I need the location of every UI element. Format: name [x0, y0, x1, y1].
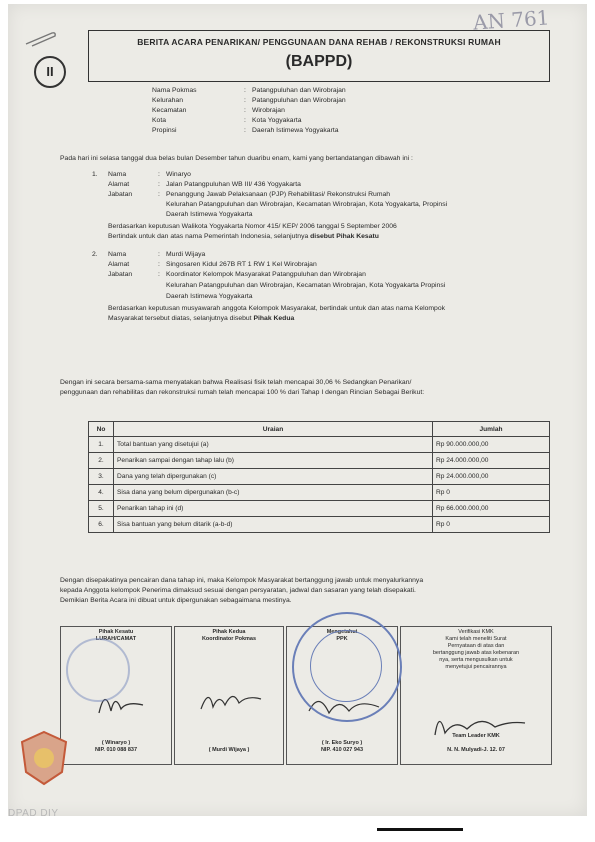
row-number: 1.: [89, 437, 114, 453]
position-line: Daerah Istimewa Yogyakarta: [166, 211, 253, 218]
party-two-name: Murdi Wijaya: [166, 251, 206, 258]
row-description: Sisa dana yang belum dipergunakan (b-c): [114, 485, 433, 501]
closing-line: Demikian Berita Acara ini dibuat untuk dipergunakan sebagaimana mestinya.: [60, 597, 292, 604]
table-header-row: [89, 422, 550, 437]
signature-box-party-two: [174, 626, 284, 765]
row-description: Sisa bantuan yang belum ditarik (a-b-d): [114, 517, 433, 533]
identity-value: Daerah Istimewa Yogyakarta: [252, 127, 339, 134]
identity-colon: :: [244, 107, 246, 114]
watermark-text: DPAD DIY: [8, 808, 59, 819]
identity-label: Nama Pokmas: [152, 87, 197, 94]
signature-title: Pihak Kesatu LURAH/CAMAT: [95, 629, 137, 642]
statement-line: penggunaan dan rehabilitas dan rekonstruksi rumah telah mencapai 100 % dari Tahap I dengan Rincian Sebagai Berikut:: [60, 389, 425, 396]
row-amount: Rp 66.000.000,00: [433, 501, 550, 517]
col-header-no: No: [89, 422, 114, 437]
basis-line: Berdasarkan keputusan Walikota Yogyakarta Nomor 415/ KEP/ 2006 tanggal 5 September 2006: [108, 223, 397, 230]
col-header-amount: Jumlah: [433, 422, 550, 437]
signatory-name: Team Leader KMK N. N. Mulyadi-J. 12. 07: [447, 733, 505, 753]
basis-text: Masyarakat tersebut diatas, selanjutnya disebut: [108, 315, 252, 322]
closing-line: kepada Anggota kelompok Penerima dimaksud sesuai dengan persyaratan, jadwal dan sasaran yang telah disepakati.: [60, 587, 416, 594]
party-designation: Pihak Kedua: [253, 315, 295, 322]
position-line: Daerah Istimewa Yogyakarta: [166, 293, 253, 300]
row-description: Dana yang telah dipergunakan (c): [114, 469, 433, 485]
identity-value: Wirobrajan: [252, 107, 285, 114]
official-stamp: [292, 612, 402, 722]
row-number: 3.: [89, 469, 114, 485]
colon: :: [158, 271, 160, 278]
position-line: Koordinator Kelompok Masyarakat Patangpuluhan dan Wirobrajan: [166, 271, 366, 278]
closing-line: Dengan disepakatinya pencairan dana tahap ini, maka Kelompok Masyarakat bertanggung jawab untuk menyalurkannya: [60, 577, 424, 584]
address-label: Alamat: [108, 181, 130, 188]
identity-value: Patangpuluhan dan Wirobrajan: [252, 97, 346, 104]
row-description: Penarikan tahap ini (d): [114, 501, 433, 517]
table-row: [89, 437, 550, 453]
document-acronym: (BAPPD): [285, 53, 353, 70]
paperclip-icon: [24, 30, 58, 48]
table-row: [89, 485, 550, 501]
colon: :: [158, 251, 160, 258]
position-line: Kelurahan Patangpuluhan dan Wirobrajan, Kecamatan Wirobrajan, Kota Yogyakarta, Propinsi: [166, 201, 448, 208]
table-row: [89, 453, 550, 469]
row-number: 4.: [89, 485, 114, 501]
table-row: [89, 469, 550, 485]
identity-colon: :: [244, 97, 246, 104]
faded-stamp: [66, 638, 130, 702]
row-number: 6.: [89, 517, 114, 533]
signature-scribble: [197, 679, 267, 719]
col-header-description: Uraian: [114, 422, 433, 437]
position-line: Penanggung Jawab Pelaksanaan (PJP) Rehabilitasi/ Rekonstruksi Rumah: [166, 191, 391, 198]
bottom-bar: [377, 828, 463, 831]
basis-line: [108, 232, 379, 241]
document-title: BERITA ACARA PENARIKAN/ PENGGUNAAN DANA REHAB / REKONSTRUKSI RUMAH: [137, 37, 501, 47]
identity-label: Kecamatan: [152, 107, 187, 114]
signature-box-verification: [400, 626, 552, 765]
identity-label: Kota: [152, 117, 166, 124]
identity-colon: :: [244, 117, 246, 124]
identity-colon: :: [244, 87, 246, 94]
party-designation: disebut Pihak Kesatu: [310, 233, 379, 240]
section-number: II: [34, 56, 66, 88]
signatory-name: ( Ir. Eko Suryo ) NIP. 410 027 943: [320, 740, 364, 753]
row-number: 5.: [89, 501, 114, 517]
party-two-address: Singosaren Kidul 267B RT 1 RW 1 Kel Wirobrajan: [166, 261, 317, 268]
party-one-address: Jalan Patangpuluhan WB III/ 436 Yogyakarta: [166, 181, 301, 188]
name-label: Nama: [108, 171, 127, 178]
identity-value: Patangpuluhan dan Wirobrajan: [252, 87, 346, 94]
row-amount: Rp 0: [433, 485, 550, 501]
position-label: Jabatan: [108, 191, 133, 198]
row-number: 2.: [89, 453, 114, 469]
name-label: Nama: [108, 251, 127, 258]
document-header: [88, 30, 550, 82]
basis-text: Bertindak untuk dan atas nama Pemerintah Indonesia, selanjutnya: [108, 233, 309, 240]
identity-value: Kota Yogyakarta: [252, 117, 302, 124]
emblem-icon: [16, 728, 72, 788]
row-amount: Rp 24.000.000,00: [433, 469, 550, 485]
identity-label: Propinsi: [152, 127, 177, 134]
address-label: Alamat: [108, 261, 130, 268]
party-one-name: Winaryo: [166, 171, 191, 178]
row-description: Total bantuan yang disetujui (a): [114, 437, 433, 453]
signature-title: Pihak Kedua Koordinator Pokmas: [201, 629, 257, 642]
signature-title: Mengetahui PPK: [326, 629, 358, 642]
basis-line: [108, 314, 294, 323]
identity-colon: :: [244, 127, 246, 134]
stamp-inner-ring: [310, 630, 382, 702]
signatory-name: ( Winaryo ) NIP. 010 088 837: [94, 740, 138, 753]
row-description: Penarikan sampai dengan tahap lalu (b): [114, 453, 433, 469]
statement-line: Dengan ini secara bersama-sama menyatakan bahwa Realisasi fisik telah mencapai 30,06 % Sedangkan Penarikan/: [60, 379, 412, 386]
basis-line: Berdasarkan keputusan musyawarah anggota Kelompok Masyarakat, bertindak untuk dan atas nama Kelompok: [108, 305, 446, 312]
row-amount: Rp 0: [433, 517, 550, 533]
position-label: Jabatan: [108, 271, 133, 278]
party-number: 1.: [92, 171, 98, 178]
signatory-name: ( Murdi Wijaya ): [208, 747, 250, 753]
signature-title: Verifikasi KMK Kami telah meneliti Surat Pernyataan di atas dan bertanggung jawab atas kebenaran nya, serta mengusulkan untuk menyetujui pencairannya: [432, 629, 520, 670]
row-amount: Rp 90.000.000,00: [433, 437, 550, 453]
budget-table: [88, 421, 550, 533]
colon: :: [158, 171, 160, 178]
table-row: [89, 501, 550, 517]
identity-label: Kelurahan: [152, 97, 183, 104]
document-page: [8, 4, 587, 816]
colon: :: [158, 261, 160, 268]
row-amount: Rp 24.000.000,00: [433, 453, 550, 469]
intro-text: Pada hari ini selasa tanggal dua belas bulan Desember tahun duaribu enam, kami yang bertandatangan dibawah ini :: [60, 155, 413, 162]
table-row: [89, 517, 550, 533]
party-number: 2.: [92, 251, 98, 258]
handwritten-number: AN 761: [471, 5, 550, 35]
position-line: Kelurahan Patangpuluhan dan Wirobrajan, Kecamatan Wirobrajan, Kota Yogyakarta Propinsi: [166, 282, 446, 289]
colon: :: [158, 181, 160, 188]
colon: :: [158, 191, 160, 198]
